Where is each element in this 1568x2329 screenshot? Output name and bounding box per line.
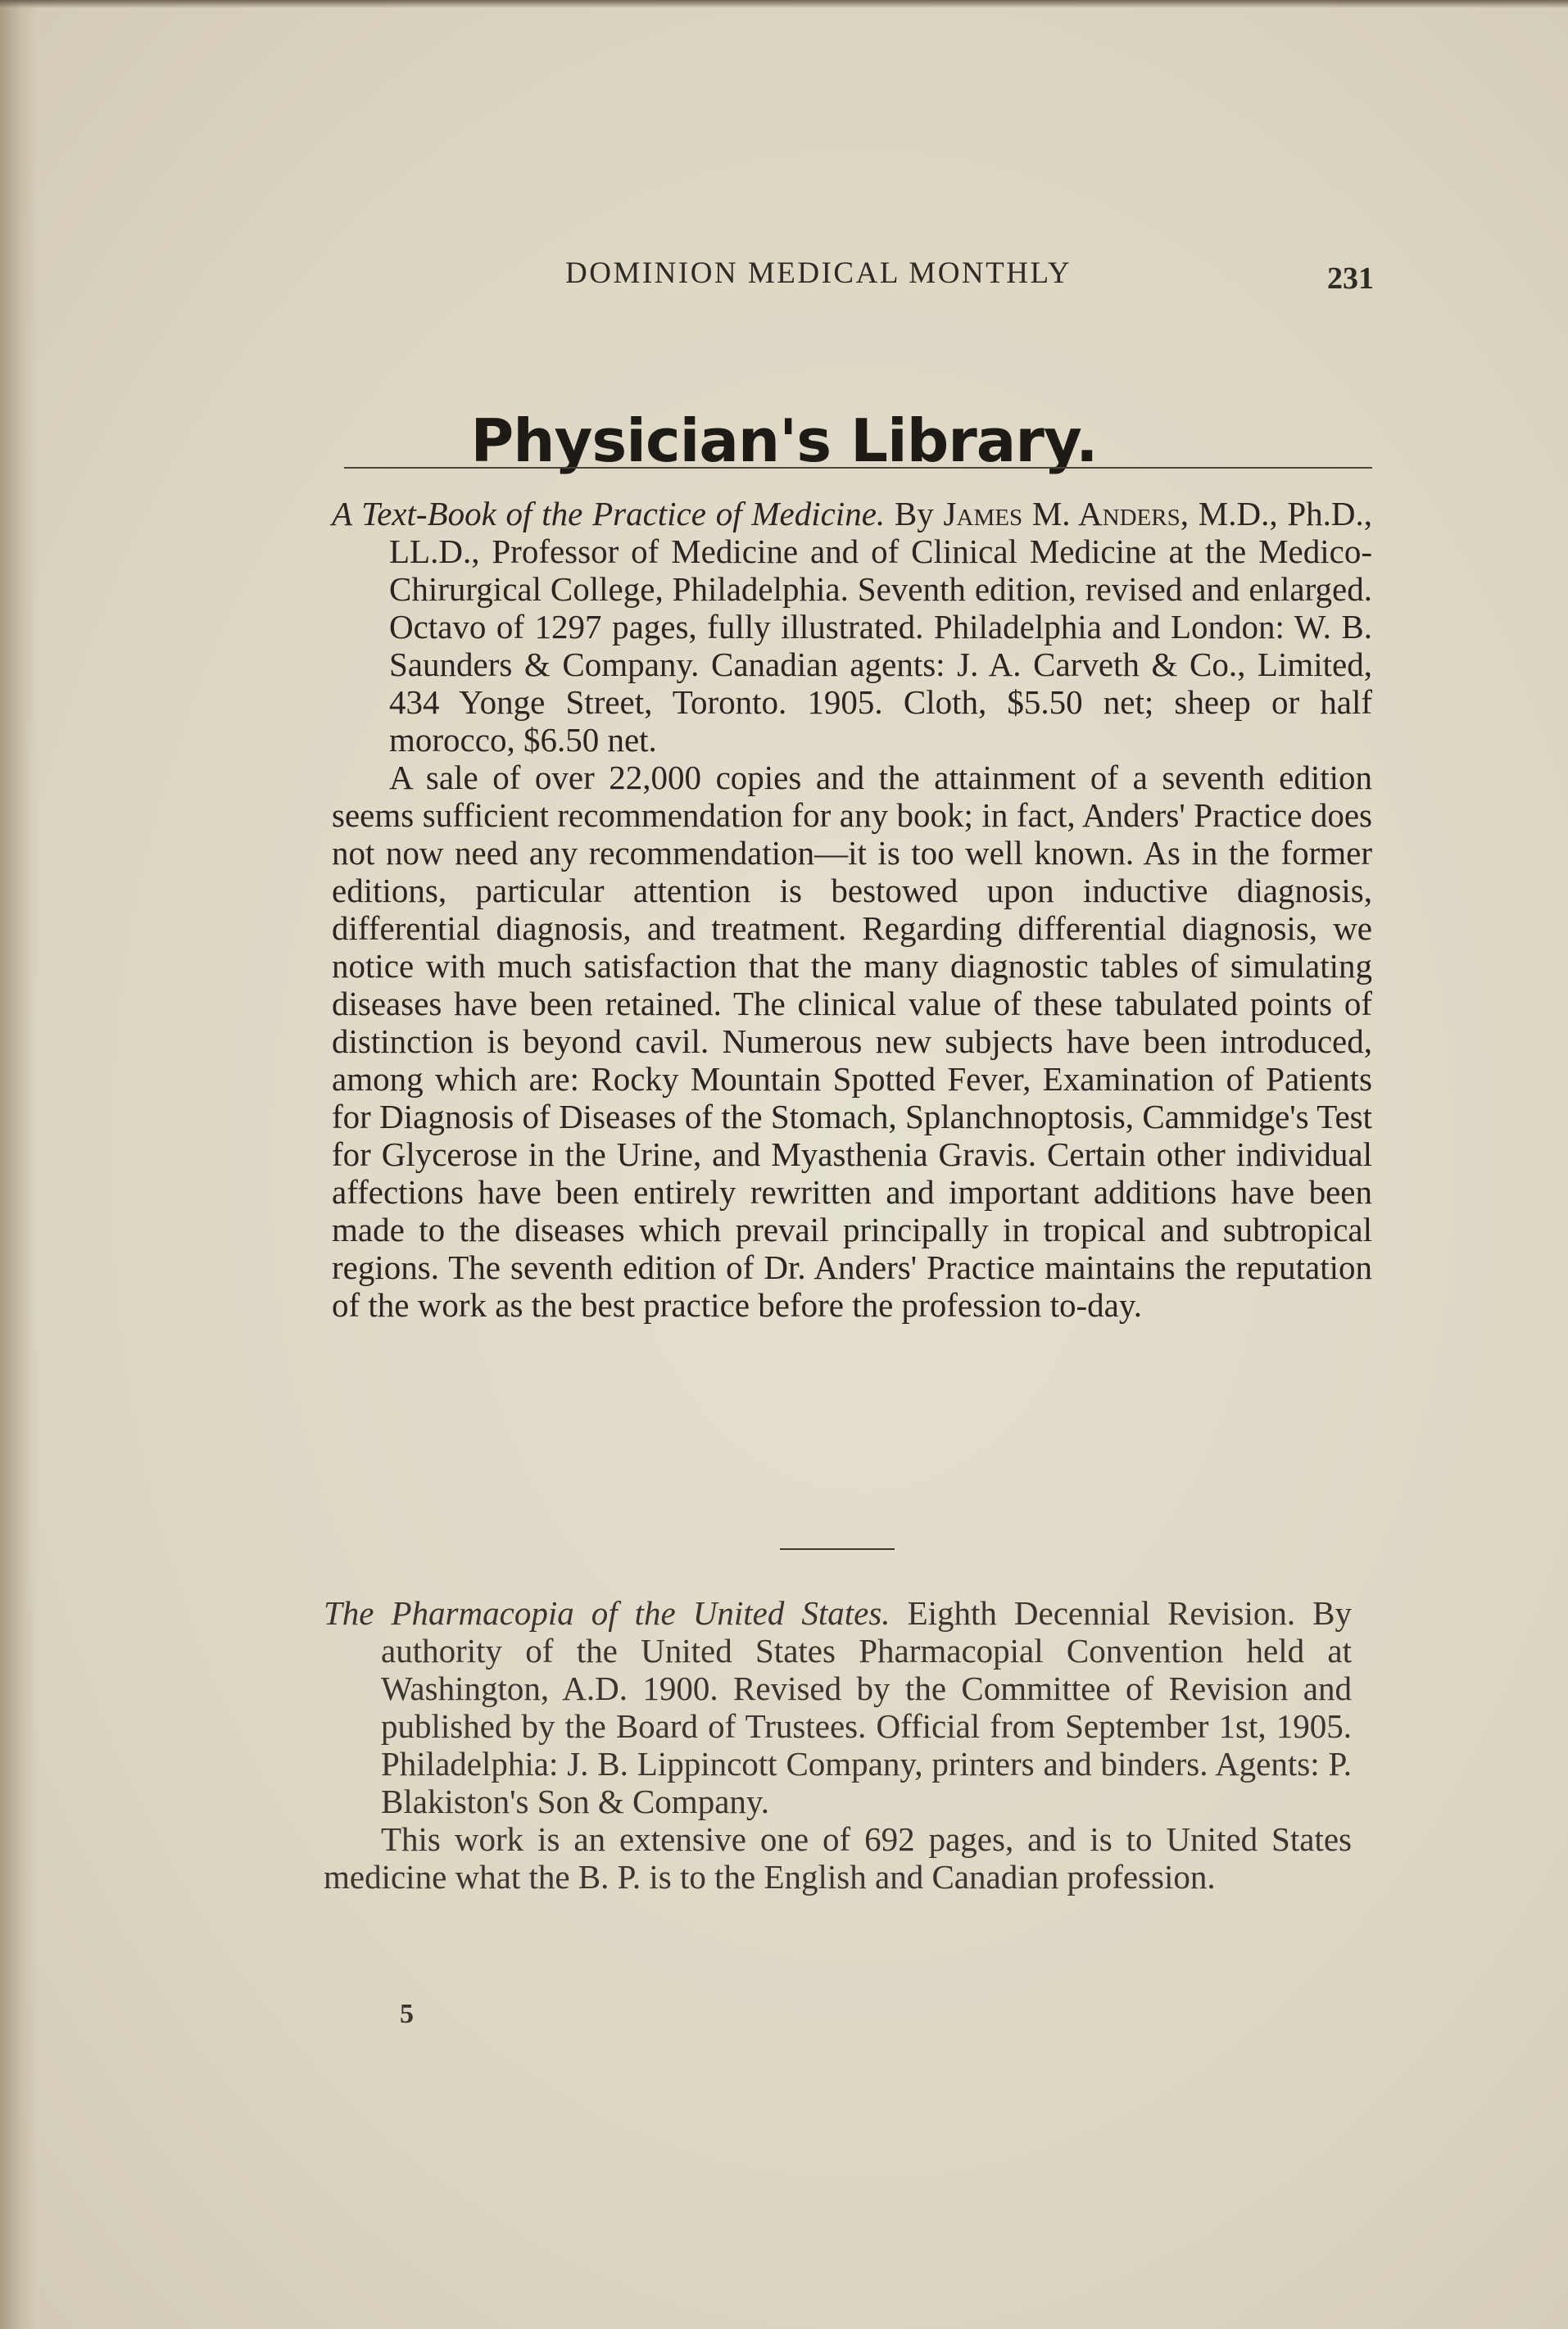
review-anders (332, 495, 1372, 1324)
by-word: By (894, 495, 934, 532)
review-citation (324, 1594, 1352, 1820)
citation-details: Eighth Decennial Revision. By authority of the United States Pharmacopial Convention held at Washington, A.D. 1900. Revised by the Committee of Revision and published by the Board of Trustees. Official from September 1st, 1905. Philadelphia: J. B. Lippincott Company, printers and binders. Agents: P. Blakiston's Son & Company. (381, 1594, 1353, 1820)
binding-gutter (0, 0, 38, 2329)
review-divider (780, 1548, 895, 1550)
author-name: James M. Anders (943, 495, 1181, 532)
running-head: DOMINION MEDICAL MONTHLY (565, 256, 1072, 290)
page-top-edge (0, 0, 1568, 8)
book-title: The Pharmacopia of the United States. (324, 1594, 890, 1632)
review-citation (332, 495, 1372, 759)
review-body: This work is an extensive one of 692 pages, and is to United States medicine what the B. P. is to the English and Canadian profession. (324, 1820, 1352, 1896)
citation-details: , M.D., Ph.D., LL.D., Professor of Medicine and of Clinical Medicine at the Medico-Chirurgical College, Philadelphia. Seventh edition, revised and enlarged. Octavo of 1297 pages, fully illustrated. Philadelphia and London: W. B. Saunders & Company. Canadian agents: J. A. Carveth & Co., Limited, 434 Yonge Street, Toronto. 1905. Cloth, $5.50 net; sheep or half morocco, $6.50 net. (389, 495, 1372, 759)
review-pharmacopia (324, 1594, 1352, 1896)
book-title: A Text-Book of the Practice of Medicine. (332, 495, 886, 532)
review-body: A sale of over 22,000 copies and the attainment of a seventh edition seems sufficient recommendation for any book; in fact, Anders' Practice does not now need any recommendation—it is too well known. As in the former editions, particular attention is bestowed upon inductive diagnosis, differential diagnosis, and treatment. Regarding differential diagnosis, we notice with much satisfaction that the many diagnostic tables of simulating diseases have been retained. The clinical value of these tabulated points of distinction is beyond cavil. Numerous new subjects have been introduced, among which are: Rocky Mountain Spotted Fever, Examination of Patients for Diagnosis of Diseases of the Stomach, Splanchnoptosis, Cammidge's Test for Glycerose in the Urine, and Myasthenia Gravis. Certain other individual affections have been entirely rewritten and important additions have been made to the diseases which prevail principally in tropical and subtropical regions. The seventh edition of Dr. Anders' Practice maintains the reputation of the work as the best practice before the profession to-day. (332, 759, 1372, 1324)
signature-mark: 5 (400, 1999, 414, 2029)
title-rule (344, 467, 1372, 469)
page-number: 231 (1327, 261, 1374, 296)
section-title: Physician's Library. (470, 406, 1098, 476)
